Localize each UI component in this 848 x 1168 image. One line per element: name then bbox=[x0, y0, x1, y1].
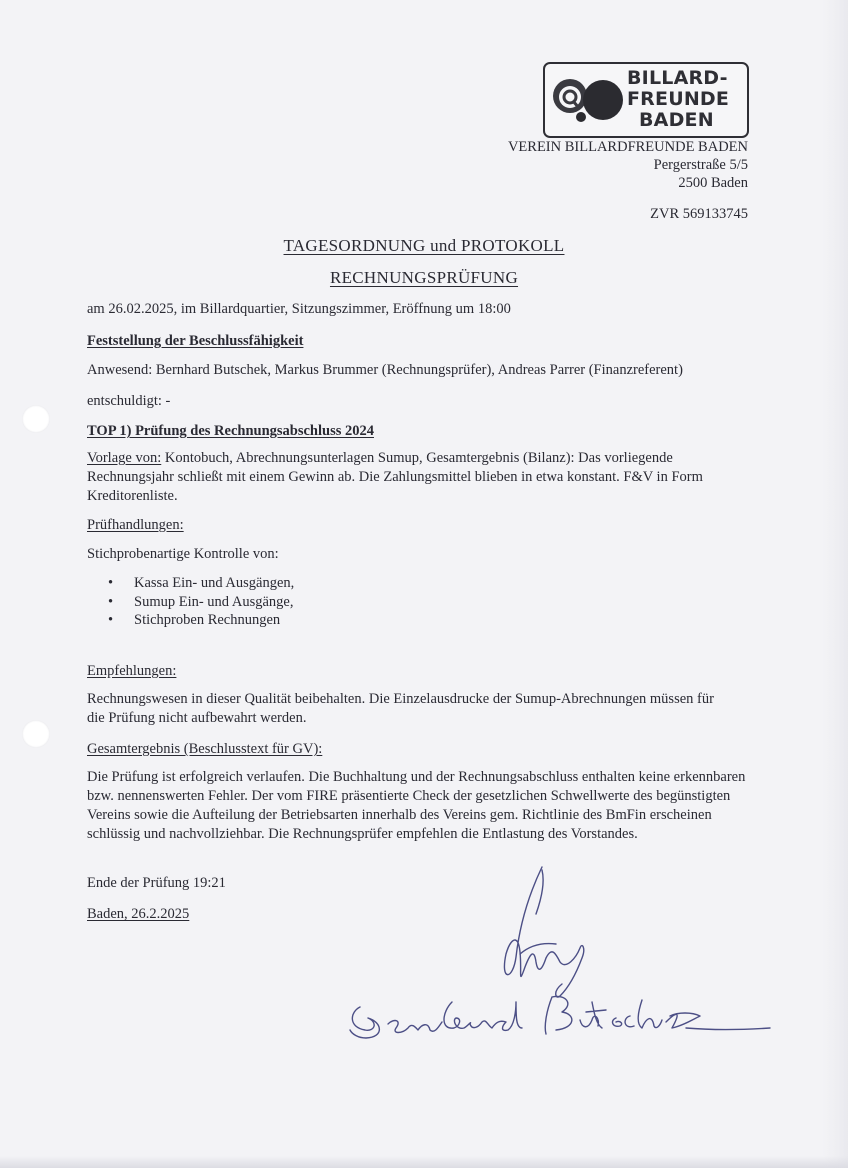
org-zvr: ZVR 569133745 bbox=[650, 206, 748, 222]
gesamtergebnis-text: Die Prüfung ist erfolgreich verlaufen. Die Buchhaltung und der Rechnungsabschluss enthalten keine erkennbaren bzw. nennenswerten Fehler. Der vom FIRE präsentierte Check der gesetzlichen Schwellwerte des begünstigten Vereins sowie die Aufteilung der Betriebsarten innerhalb des Vereins gem. Richtlinie des BmFin erscheinen schlüssig und nachvollziehbar. Die Rechnungsprüfer empfehlen die Entlastung des Vorstandes. bbox=[87, 769, 746, 842]
vorlage-paragraph bbox=[87, 449, 742, 506]
meeting-intro: am 26.02.2025, im Billardquartier, Sitzungszimmer, Eröffnung um 18:00 bbox=[87, 301, 511, 317]
page-bottom-shadow bbox=[0, 1156, 848, 1168]
club-logo bbox=[543, 62, 749, 138]
place-date: Baden, 26.2.2025 bbox=[87, 906, 190, 922]
handwritten-signature bbox=[330, 862, 780, 1042]
list-item: • Stichproben Rechnungen bbox=[105, 611, 294, 630]
quorum-heading: Feststellung der Beschlussfähigkeit bbox=[87, 333, 304, 349]
stichproben-intro: Stichprobenartige Kontrolle von: bbox=[87, 546, 279, 562]
org-name: VEREIN BILLARDFREUNDE BADEN bbox=[507, 139, 748, 155]
empfehlungen-label: Empfehlungen: bbox=[87, 663, 177, 679]
vorlage-label: Vorlage von: bbox=[87, 450, 162, 466]
attendees: Anwesend: Bernhard Butschek, Markus Brummer (Rechnungsprüfer), Andreas Parrer (Finanzreferent) bbox=[87, 362, 683, 378]
excused: entschuldigt: - bbox=[87, 393, 171, 409]
logo-line: BILLARD- bbox=[627, 67, 728, 89]
punch-hole bbox=[22, 405, 50, 433]
page-edge-shadow bbox=[822, 0, 848, 1168]
logo-line: FREUNDE bbox=[627, 88, 730, 110]
logo-wordmark bbox=[627, 68, 729, 131]
billiard-balls-logo-icon bbox=[551, 70, 631, 130]
check-list bbox=[105, 574, 294, 630]
org-street: Pergerstraße 5/5 bbox=[653, 157, 748, 173]
list-item: • Sumup Ein- und Ausgänge, bbox=[105, 593, 294, 612]
punch-hole bbox=[22, 720, 50, 748]
logo-line: BADEN bbox=[639, 109, 714, 131]
org-city: 2500 Baden bbox=[678, 175, 748, 191]
top1-heading: TOP 1) Prüfung des Rechnungsabschluss 2024 bbox=[87, 423, 374, 439]
empfehlungen-text: Rechnungswesen in dieser Qualität beibehalten. Die Einzelausdrucke der Sumup-Abrechnungen müssen für die Prüfung nicht aufbewahrt werden. bbox=[87, 691, 714, 726]
document-title: TAGESORDNUNG und PROTOKOLL bbox=[283, 236, 565, 255]
pruefhandlungen-label: Prüfhandlungen: bbox=[87, 517, 184, 533]
end-time: Ende der Prüfung 19:21 bbox=[87, 875, 226, 891]
vorlage-text: Kontobuch, Abrechnungsunterlagen Sumup, Gesamtergebnis (Bilanz): Das vorliegende Rechnungsjahr schließt mit einem Gewinn ab. Die Zahlungsmittel blieben in etwa konstant. F&V in Form Kreditorenliste. bbox=[87, 450, 703, 504]
list-item: • Kassa Ein- und Ausgängen, bbox=[105, 574, 294, 593]
document-subtitle: RECHNUNGSPRÜFUNG bbox=[329, 268, 519, 287]
gesamtergebnis-label: Gesamtergebnis (Beschlusstext für GV): bbox=[87, 741, 323, 757]
